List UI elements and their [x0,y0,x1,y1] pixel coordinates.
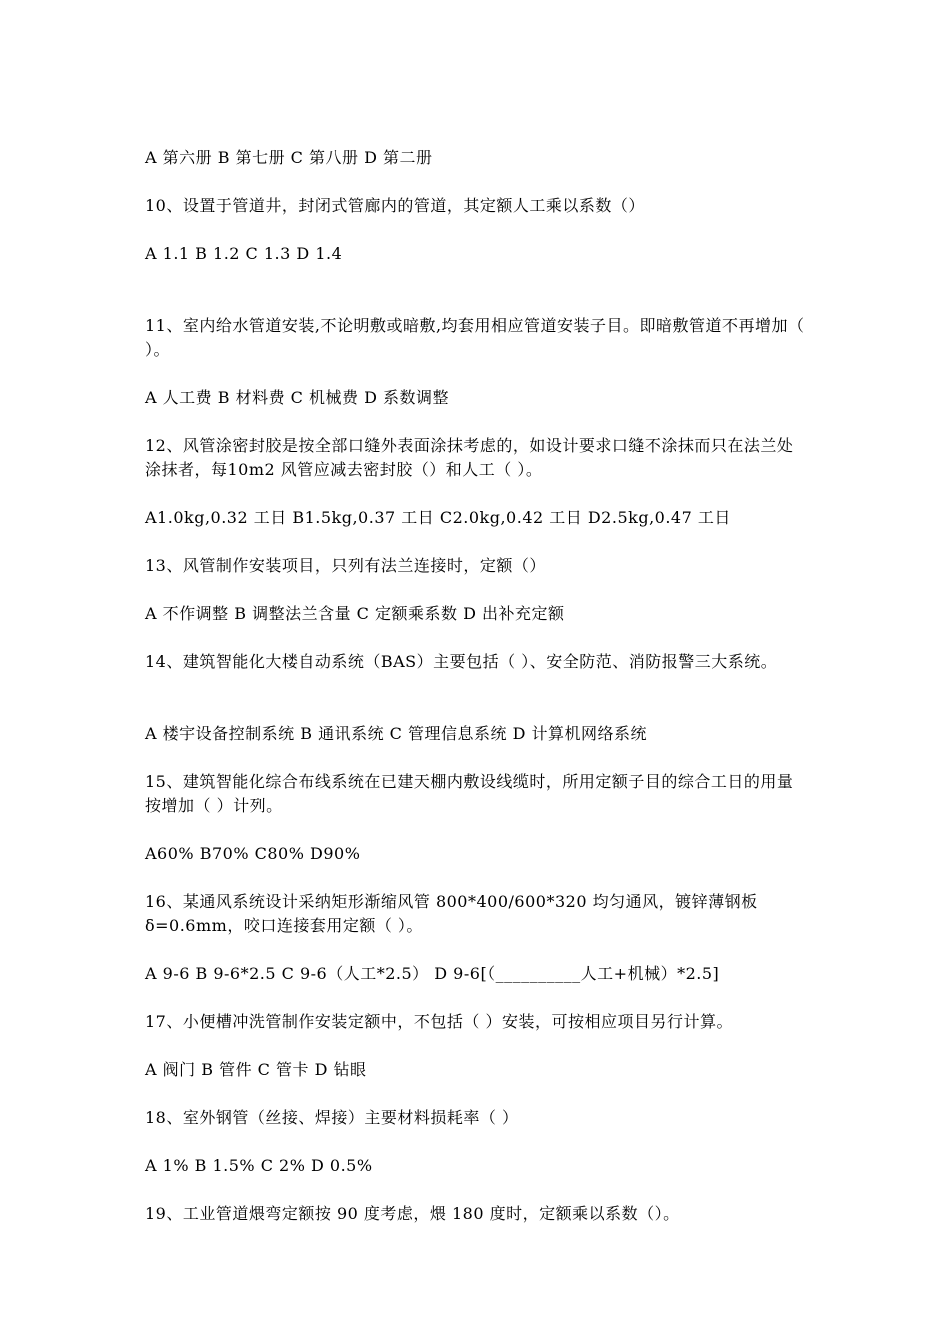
answer-options-14: A 楼宇设备控制系统 B 通讯系统 C 管理信息系统 D 计算机网络系统 [145,724,647,743]
question-12: 12、风管涂密封胶是按全部口缝外表面涂抹考虑的，如设计要求口缝不涂抹而只在法兰处涂抹者，每10m2 风管应减去密封胶（）和人工（ ）。 [145,436,794,479]
answer-options-18: A 1% B 1.5% C 2% D 0.5% [145,1156,373,1175]
question-15: 15、建筑智能化综合布线系统在已建天棚内敷设线缆时，所用定额子目的综合工日的用量按增加（ ）计列。 [145,772,794,815]
answer-options-13: A 不作调整 B 调整法兰含量 C 定额乘系数 D 出补充定额 [145,604,565,623]
answer-options-9: A 第六册 B 第七册 C 第八册 D 第二册 [145,148,433,167]
answer-options-12: A1.0kg,0.32 工日 B1.5kg,0.37 工日 C2.0kg,0.42 工日 D2.5kg,0.47 工日 [145,508,731,527]
question-19: 19、工业管道煨弯定额按 90 度考虑，煨 180 度时，定额乘以系数（）。 [145,1204,680,1223]
answer-options-17: A 阀门 B 管件 C 管卡 D 钻眼 [145,1060,367,1079]
answer-options-16: A 9-6 B 9-6*2.5 C 9-6（人工*2.5） D 9-6[（__________人工+机械）*2.5] [145,964,720,983]
answer-options-11: A 人工费 B 材料费 C 机械费 D 系数调整 [145,388,449,407]
question-16: 16、某通风系统设计采纳矩形渐缩风管 800*400/600*320 均匀通风，镀锌薄钢板 δ=0.6mm，咬口连接套用定额（ ）。 [145,892,758,935]
question-14: 14、建筑智能化大楼自动系统（BAS）主要包括（ ）、安全防范、消防报警三大系统。 [145,652,778,671]
question-18: 18、室外钢管（丝接、焊接）主要材料损耗率（ ） [145,1108,519,1127]
answer-options-15: A60% B70% C80% D90% [145,844,361,863]
question-13: 13、风管制作安装项目，只列有法兰连接时，定额（） [145,556,546,575]
question-10: 10、设置于管道井，封闭式管廊内的管道，其定额人工乘以系数（） [145,196,645,215]
question-17: 17、小便槽冲洗管制作安装定额中，不包括（ ）安装，可按相应项目另行计算。 [145,1012,733,1031]
answer-options-10: A 1.1 B 1.2 C 1.3 D 1.4 [145,244,343,263]
question-11: 11、室内给水管道安装,不论明敷或暗敷,均套用相应管道安装子目。即暗敷管道不再增加（ ）。 [145,316,805,359]
